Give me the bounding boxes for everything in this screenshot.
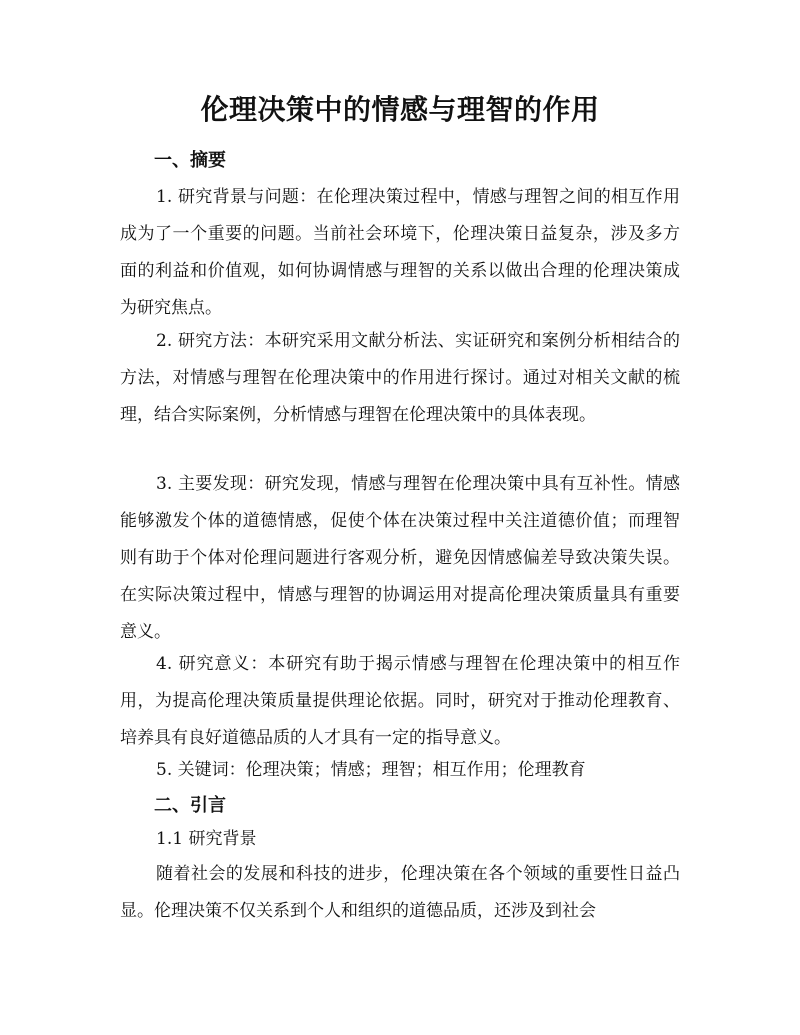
introduction-heading: 二、引言 (154, 795, 226, 816)
abstract-paragraph-keywords: 5. 关键词：伦理决策；情感；理智；相互作用；伦理教育 (156, 760, 586, 780)
abstract-heading: 一、摘要 (154, 150, 226, 171)
abstract-paragraph-significance: 4. 研究意义：本研究有助于揭示情感与理智在伦理决策中的相互作用，为提高伦理决策质量提供理论依据。同时，研究对于推动伦理教育、培养具有良好道德品质的人才具有一定的指导意义。 (120, 654, 680, 748)
background-subheading: 1.1 研究背景 (156, 829, 257, 849)
introduction-paragraph: 随着社会的发展和科技的进步，伦理决策在各个领域的重要性日益凸显。伦理决策不仅关系到个人和组织的道德品质，还涉及到社会 (120, 864, 680, 921)
abstract-paragraph-background: 1. 研究背景与问题：在伦理决策过程中，情感与理智之间的相互作用成为了一个重要的问题。当前社会环境下，伦理决策日益复杂，涉及多方面的利益和价值观，如何协调情感与理智的关系以做出合理的伦理决策成为研究焦点。 (120, 187, 680, 318)
abstract-paragraph-findings: 3. 主要发现：研究发现，情感与理智在伦理决策中具有互补性。情感能够激发个体的道德情感，促使个体在决策过程中关注道德价值；而理智则有助于个体对伦理问题进行客观分析，避免因情感偏差导致决策失误。在实际决策过程中，情感与理智的协调运用对提高伦理决策质量具有重要意义。 (120, 474, 680, 642)
abstract-paragraph-method: 2. 研究方法：本研究采用文献分析法、实证研究和案例分析相结合的方法，对情感与理智在伦理决策中的作用进行探讨。通过对相关文献的梳理，结合实际案例，分析情感与理智在伦理决策中的具体表现。 (120, 331, 680, 425)
document-title: 伦理决策中的情感与理智的作用 (200, 93, 600, 126)
